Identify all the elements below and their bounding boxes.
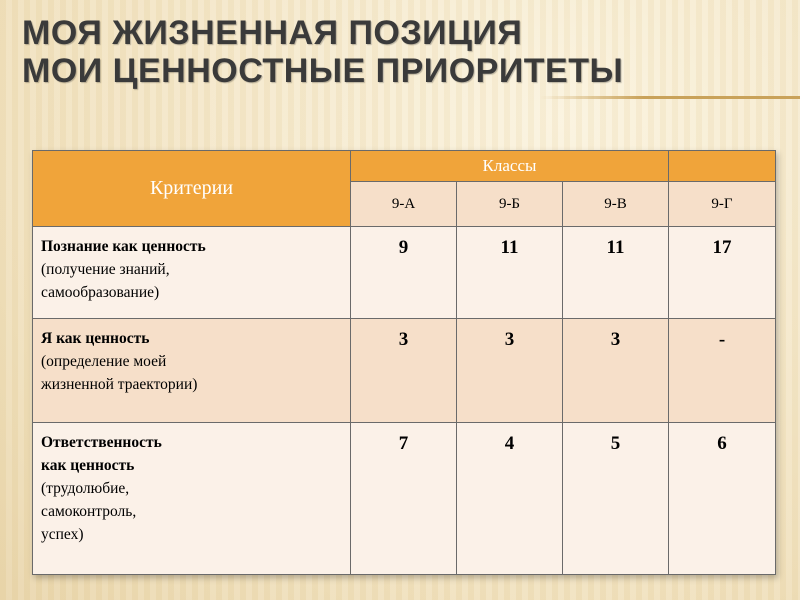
- table-row: [33, 423, 776, 575]
- value-cell: 11: [457, 227, 563, 319]
- class-header: 9-Г: [669, 182, 776, 227]
- classes-header: Классы: [351, 151, 669, 182]
- criterion-name: Я как ценность: [41, 330, 150, 347]
- criterion-cell: [33, 319, 351, 423]
- criterion-desc: (трудолюбие,: [41, 480, 130, 497]
- criterion-name: Ответственность: [41, 434, 162, 451]
- criterion-desc: жизненной траектории): [41, 376, 198, 393]
- criterion-desc: (получение знаний,: [41, 261, 170, 278]
- value-cell: 11: [563, 227, 669, 319]
- criterion-cell: [33, 227, 351, 319]
- value-cell: 3: [457, 319, 563, 423]
- title-line-2: МОИ ЦЕННОСТНЫЕ ПРИОРИТЕТЫ: [22, 52, 624, 90]
- value-cell: 7: [351, 423, 457, 575]
- value-cell: 3: [563, 319, 669, 423]
- table-row: [33, 319, 776, 423]
- criterion-desc: самоконтроль,: [41, 503, 137, 520]
- priorities-table: [32, 150, 776, 575]
- criterion-cell: [33, 423, 351, 575]
- value-cell: 5: [563, 423, 669, 575]
- criteria-header: Критерии: [33, 151, 351, 227]
- table-row: [33, 227, 776, 319]
- slide-title: [22, 14, 623, 90]
- title-underline: [540, 96, 800, 99]
- value-cell: 3: [351, 319, 457, 423]
- criterion-desc: самообразование): [41, 284, 160, 301]
- class-header: 9-Б: [457, 182, 563, 227]
- value-cell: 9: [351, 227, 457, 319]
- value-cell: 17: [669, 227, 776, 319]
- value-cell: 6: [669, 423, 776, 575]
- class-header: 9-А: [351, 182, 457, 227]
- title-line-1: МОЯ ЖИЗНЕННАЯ ПОЗИЦИЯ: [22, 14, 523, 52]
- value-cell: 4: [457, 423, 563, 575]
- criterion-name: Познание как ценность: [41, 238, 206, 255]
- criterion-desc: (определение моей: [41, 353, 167, 370]
- criterion-desc: успех): [41, 526, 84, 543]
- criterion-name: как ценность: [41, 457, 135, 474]
- class-header: 9-В: [563, 182, 669, 227]
- header-row: [33, 151, 776, 182]
- value-cell: -: [669, 319, 776, 423]
- classes-header-empty: [669, 151, 776, 182]
